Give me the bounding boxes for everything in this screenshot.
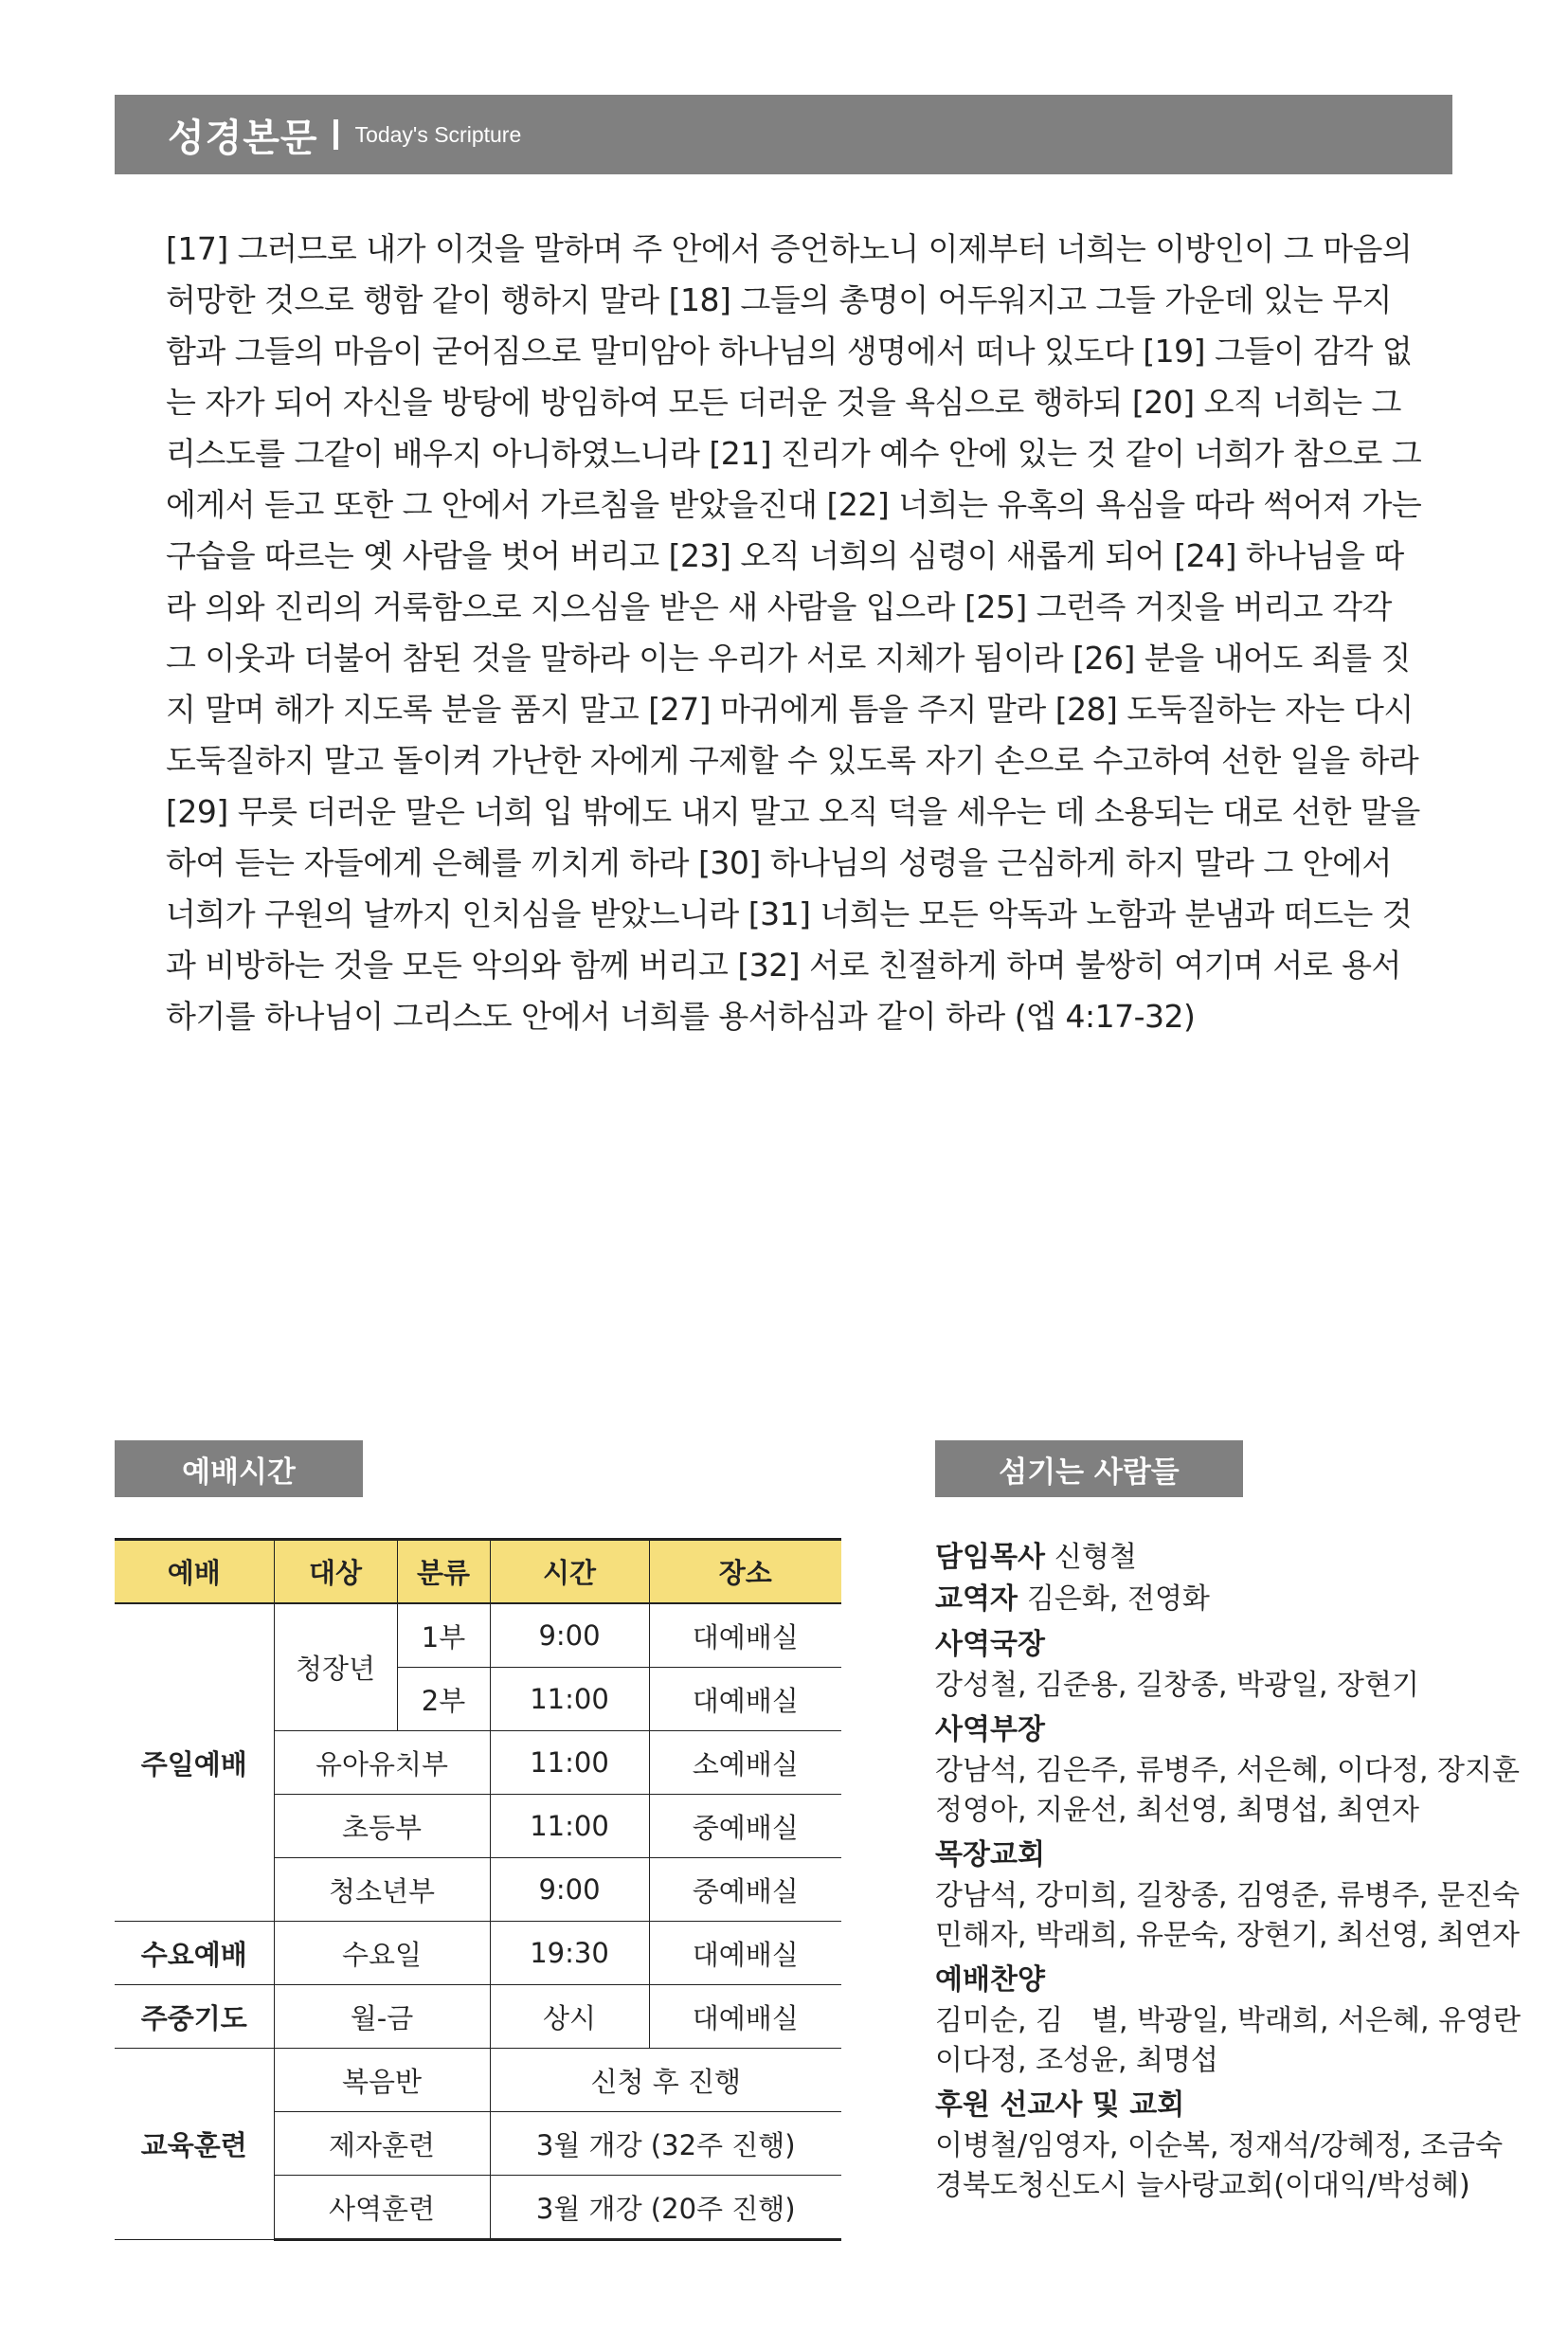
scripture-line: 도둑질하지 말고 돌이켜 가난한 자에게 구제할 수 있도록 자기 손으로 수고하여 선한 일을 하라: [166, 742, 1419, 779]
target-cell: 복음반: [274, 2049, 490, 2112]
time-cell: 상시: [490, 1985, 649, 2049]
worship-schedule-table: [115, 1538, 841, 2241]
scripture-line: 는 자가 되어 자신을 방탕에 방임하여 모든 더러운 것을 욕심으로 행하되 [20] 오직 너희는 그: [166, 384, 1401, 421]
education-cell: 교육훈련: [115, 2049, 274, 2240]
time-cell: 19:30: [490, 1922, 649, 1985]
evangelist-names: 김은화, 전영화: [1026, 1582, 1210, 1616]
cell-church-title: 목장교회: [935, 1838, 1045, 1871]
scripture-line: 라 의와 진리의 거룩함으로 지으심을 받은 새 사람을 입으라 [25] 그런즉 거짓을 버리고 각각: [166, 588, 1392, 625]
ministry-director-title: 사역국장: [935, 1628, 1045, 1661]
time-cell: 11:00: [490, 1795, 649, 1858]
cell-church-block: [935, 1835, 1521, 1956]
weekday-prayer-cell: 주중기도: [115, 1985, 274, 2049]
evangelist-title: 교역자: [935, 1582, 1018, 1616]
target-cell: 사역훈련: [274, 2176, 490, 2240]
ministry-director-names: 강성철, 김준용, 길창종, 박광일, 장현기: [935, 1669, 1419, 1702]
part-cell: 1부: [397, 1603, 490, 1668]
scripture-line: 지 말며 해가 지도록 분을 품지 말고 [27] 마귀에게 틈을 주지 말라 [28] 도둑질하는 자는 다시: [166, 691, 1414, 728]
place-cell: 대예배실: [649, 1603, 841, 1668]
ministry-manager-block: [935, 1709, 1521, 1831]
table-row: [115, 1985, 841, 2049]
scripture-line: [17] 그러므로 내가 이것을 말하며 주 안에서 증언하노니 이제부터 너희는 이방인이 그 마음의: [166, 230, 1413, 267]
scripture-line: 너희가 구원의 날까지 인치심을 받았느니라 [31] 너희는 모든 악독과 노함과 분냄과 떠드는 것: [166, 895, 1413, 932]
praise-block: [935, 1960, 1522, 2081]
info-cell: 3월 개강 (32주 진행): [490, 2112, 841, 2176]
scripture-header: [115, 95, 1452, 174]
missions-block: [935, 2085, 1504, 2206]
target-cell: 청소년부: [274, 1858, 490, 1922]
part-cell: 2부: [397, 1668, 490, 1731]
wednesday-worship-cell: 수요예배: [115, 1922, 274, 1985]
missions-title: 후원 선교사 및 교회: [935, 2088, 1185, 2122]
scripture-line: 구습을 따르는 옛 사람을 벗어 버리고 [23] 오직 너희의 심령이 새롭게 되어 [24] 하나님을 따: [166, 537, 1404, 574]
servers-label: 섬기는 사람들: [935, 1440, 1243, 1497]
time-cell: 9:00: [490, 1858, 649, 1922]
scripture-line: 에게서 듣고 또한 그 안에서 가르침을 받았을진대 [22] 너희는 유혹의 욕심을 따라 썩어져 가는: [166, 486, 1422, 523]
praise-names: 김미순, 김 별, 박광일, 박래희, 서은혜, 유영란: [935, 2004, 1522, 2037]
header-divider: [333, 119, 338, 150]
table-row: [115, 1603, 841, 1668]
scripture-line: [29] 무릇 더러운 말은 너희 입 밖에도 내지 말고 오직 덕을 세우는 데 소용되는 대로 선한 말을: [166, 793, 1420, 830]
scripture-line: 하여 듣는 자들에게 은혜를 끼치게 하라 [30] 하나님의 성령을 근심하게 하지 말라 그 안에서: [166, 844, 1392, 881]
target-cell: 월-금: [274, 1985, 490, 2049]
scripture-line: 함과 그들의 마음이 굳어짐으로 말미암아 하나님의 생명에서 떠나 있도다 [19] 그들이 감각 없: [166, 333, 1413, 370]
header-category: 분류: [397, 1540, 490, 1604]
header-worship: 예배: [115, 1540, 274, 1604]
ministry-manager-names: 강남석, 김은주, 류병주, 서은혜, 이다정, 장지훈: [935, 1754, 1521, 1787]
praise-names: 이다정, 조성윤, 최명섭: [935, 2044, 1218, 2077]
target-cell: 초등부: [274, 1795, 490, 1858]
missions-names: 이병철/임영자, 이순복, 정재석/강혜정, 조금숙: [935, 2129, 1504, 2162]
header-place: 장소: [649, 1540, 841, 1604]
header-title: 성경본문: [168, 116, 318, 160]
senior-pastor-names: 신형철: [1054, 1541, 1137, 1574]
target-cell: 수요일: [274, 1922, 490, 1985]
place-cell: 대예배실: [649, 1985, 841, 2049]
servers-list: [935, 1537, 1522, 2206]
target-cell: 제자훈련: [274, 2112, 490, 2176]
senior-pastor-row: [935, 1537, 1466, 1579]
table-header-row: [115, 1540, 841, 1604]
table-row: [115, 2049, 841, 2112]
place-cell: 중예배실: [649, 1858, 841, 1922]
ministry-manager-names: 정영아, 지윤선, 최선영, 최명섭, 최연자: [935, 1794, 1419, 1827]
place-cell: 중예배실: [649, 1795, 841, 1858]
scripture-line: 그 이웃과 더불어 참된 것을 말하라 이는 우리가 서로 지체가 됨이라 [26] 분을 내어도 죄를 짓: [166, 640, 1411, 677]
missions-names: 경북도청신도시 늘사랑교회(이대익/박성혜): [935, 2169, 1470, 2202]
scripture-line: 리스도를 그같이 배우지 아니하였느니라 [21] 진리가 예수 안에 있는 것 같이 너희가 참으로 그: [166, 435, 1422, 472]
place-cell: 대예배실: [649, 1922, 841, 1985]
scripture-line: 하기를 하나님이 그리스도 안에서 너희를 용서하심과 같이 하라 (엡 4:17-32): [166, 998, 1196, 1035]
place-cell: 대예배실: [649, 1668, 841, 1731]
time-cell: 11:00: [490, 1731, 649, 1795]
info-cell: 3월 개강 (20주 진행): [490, 2176, 841, 2240]
youth-group-cell: 청장년: [274, 1603, 397, 1731]
info-cell: 신청 후 진행: [490, 2049, 841, 2112]
scripture-line: 과 비방하는 것을 모든 악의와 함께 버리고 [32] 서로 친절하게 하며 불쌍히 여기며 서로 용서: [166, 947, 1401, 984]
scripture-line: 허망한 것으로 행함 같이 행하지 말라 [18] 그들의 총명이 어두워지고 그들 가운데 있는 무지: [166, 281, 1392, 318]
senior-pastor-title: 담임목사: [935, 1541, 1045, 1574]
header-time: 시간: [490, 1540, 649, 1604]
praise-title: 예배찬양: [935, 1963, 1045, 1997]
scripture-text: [166, 224, 1422, 1042]
cell-church-names: 민해자, 박래희, 유문숙, 장현기, 최선영, 최연자: [935, 1919, 1521, 1952]
target-cell: 유아유치부: [274, 1731, 490, 1795]
time-cell: 11:00: [490, 1668, 649, 1731]
place-cell: 소예배실: [649, 1731, 841, 1795]
evangelist-row: [935, 1579, 1466, 1620]
time-cell: 9:00: [490, 1603, 649, 1668]
header-target: 대상: [274, 1540, 397, 1604]
worship-times-label: 예배시간: [115, 1440, 363, 1497]
ministry-director-block: [935, 1624, 1466, 1706]
header-subtitle: Today's Scripture: [354, 121, 522, 147]
cell-church-names: 강남석, 강미희, 길창종, 김영준, 류병주, 문진숙: [935, 1879, 1521, 1912]
sunday-worship-cell: 주일예배: [115, 1603, 274, 1922]
ministry-manager-title: 사역부장: [935, 1713, 1045, 1746]
table-row: [115, 1922, 841, 1985]
